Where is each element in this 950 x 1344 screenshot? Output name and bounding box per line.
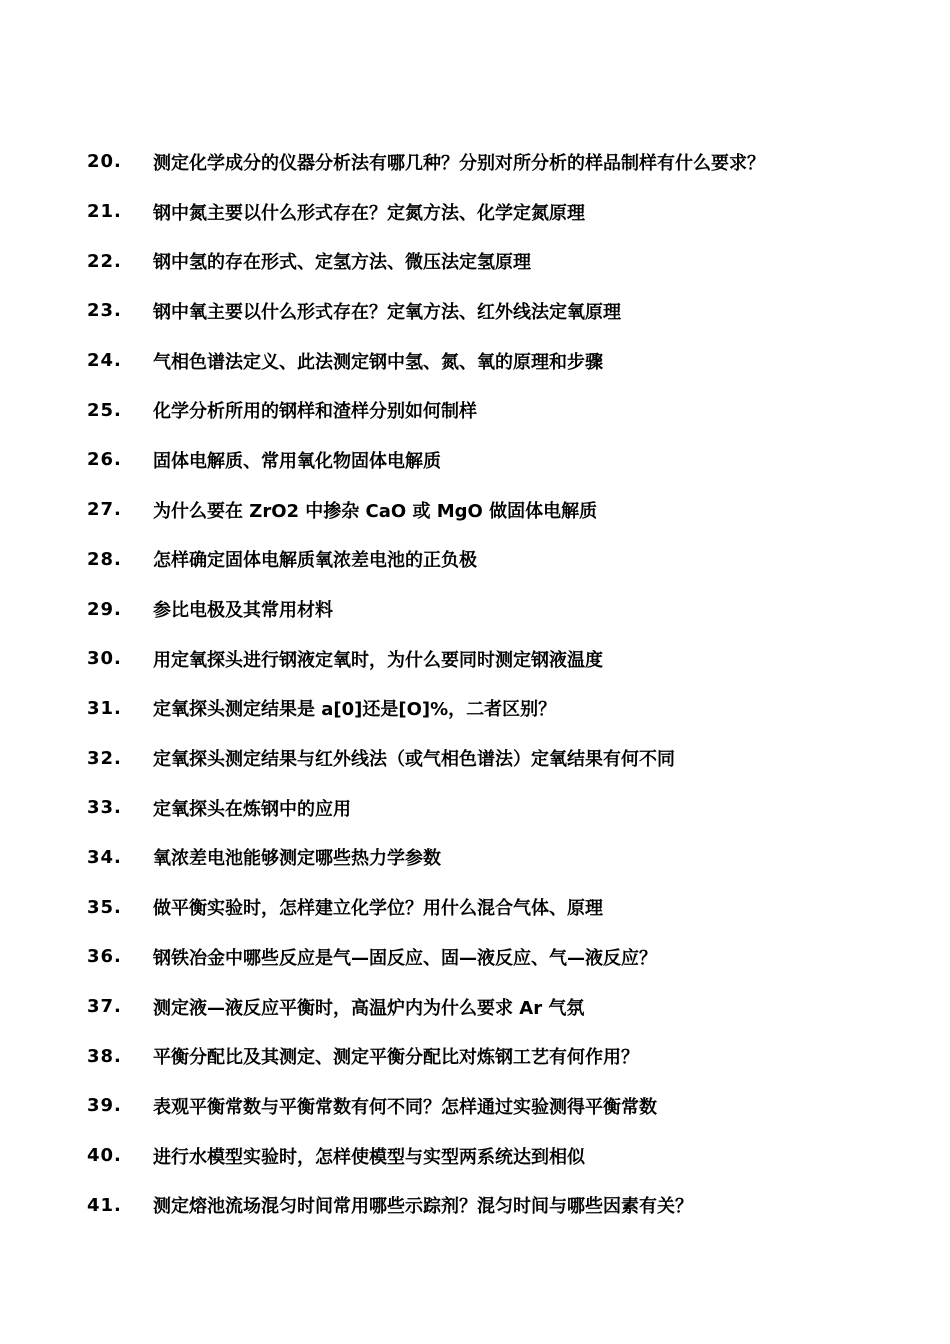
question-item [87,137,917,187]
question-text: 参比电极及其常用材料 [153,600,333,622]
question-item [87,336,917,386]
question-number: 31. [87,697,122,719]
question-item [87,932,917,982]
question-number: 25. [87,399,122,421]
question-number: 21. [87,201,122,223]
question-number: 26. [87,449,122,471]
question-item [87,684,917,734]
question-number: 23. [87,300,122,322]
question-text: 表观平衡常数与平衡常数有何不同？怎样通过实验测得平衡常数 [153,1096,657,1118]
question-text: 测定液—液反应平衡时，高温炉内为什么要求 Ar 气氛 [153,997,585,1019]
question-item [87,733,917,783]
question-item [87,1180,917,1230]
question-item [87,833,917,883]
question-text: 为什么要在 ZrO2 中掺杂 CaO 或 MgO 做固体电解质 [153,500,598,522]
question-text: 钢铁冶金中哪些反应是气—固反应、固—液反应、气—液反应？ [153,947,657,969]
question-number: 34. [87,846,122,868]
question-number: 28. [87,548,122,570]
question-text: 定氧探头在炼钢中的应用 [153,798,351,820]
question-text: 做平衡实验时，怎样建立化学位？用什么混合气体、原理 [153,898,603,920]
question-item [87,435,917,485]
question-item [87,535,917,585]
question-number: 20. [87,151,122,173]
question-number: 30. [87,648,122,670]
question-item [87,783,917,833]
question-text: 化学分析所用的钢样和渣样分别如何制样 [153,401,477,423]
question-list [87,137,917,1230]
question-text: 用定氧探头进行钢液定氧时，为什么要同时测定钢液温度 [153,649,603,671]
question-item [87,187,917,237]
question-number: 40. [87,1145,122,1167]
question-item [87,1081,917,1131]
question-text: 平衡分配比及其测定、测定平衡分配比对炼钢工艺有何作用？ [153,1047,639,1069]
question-text: 钢中氮主要以什么形式存在？定氮方法、化学定氮原理 [153,202,585,224]
question-item [87,286,917,336]
question-item [87,1031,917,1081]
question-text: 钢中氧主要以什么形式存在？定氧方法、红外线法定氧原理 [153,301,621,323]
question-number: 29. [87,598,122,620]
question-number: 24. [87,350,122,372]
question-number: 33. [87,797,122,819]
question-number: 32. [87,747,122,769]
question-text: 怎样确定固体电解质氧浓差电池的正负极 [153,550,477,572]
question-text: 进行水模型实验时，怎样使模型与实型两系统达到相似 [153,1146,585,1168]
question-text: 定氧探头测定结果是 a[0]还是[O]%，二者区别？ [153,699,557,721]
question-text: 气相色谱法定义、此法测定钢中氢、氮、氧的原理和步骤 [153,351,603,373]
question-item [87,982,917,1032]
question-text: 钢中氢的存在形式、定氢方法、微压法定氢原理 [153,252,531,274]
question-number: 38. [87,1045,122,1067]
question-item [87,634,917,684]
question-text: 测定熔池流场混匀时间常用哪些示踪剂？混匀时间与哪些因素有关？ [153,1196,693,1218]
question-item [87,485,917,535]
question-item [87,882,917,932]
question-text: 定氧探头测定结果与红外线法（或气相色谱法）定氧结果有何不同 [153,749,675,771]
question-number: 39. [87,1095,122,1117]
question-text: 氧浓差电池能够测定哪些热力学参数 [153,848,441,870]
question-item [87,385,917,435]
question-item [87,584,917,634]
question-number: 22. [87,250,122,272]
question-number: 35. [87,896,122,918]
question-item [87,236,917,286]
question-number: 27. [87,499,122,521]
question-text: 测定化学成分的仪器分析法有哪几种？分别对所分析的样品制样有什么要求？ [153,152,765,174]
question-text: 固体电解质、常用氧化物固体电解质 [153,450,441,472]
question-number: 41. [87,1194,122,1216]
question-number: 37. [87,996,122,1018]
question-number: 36. [87,946,122,968]
question-item [87,1131,917,1181]
